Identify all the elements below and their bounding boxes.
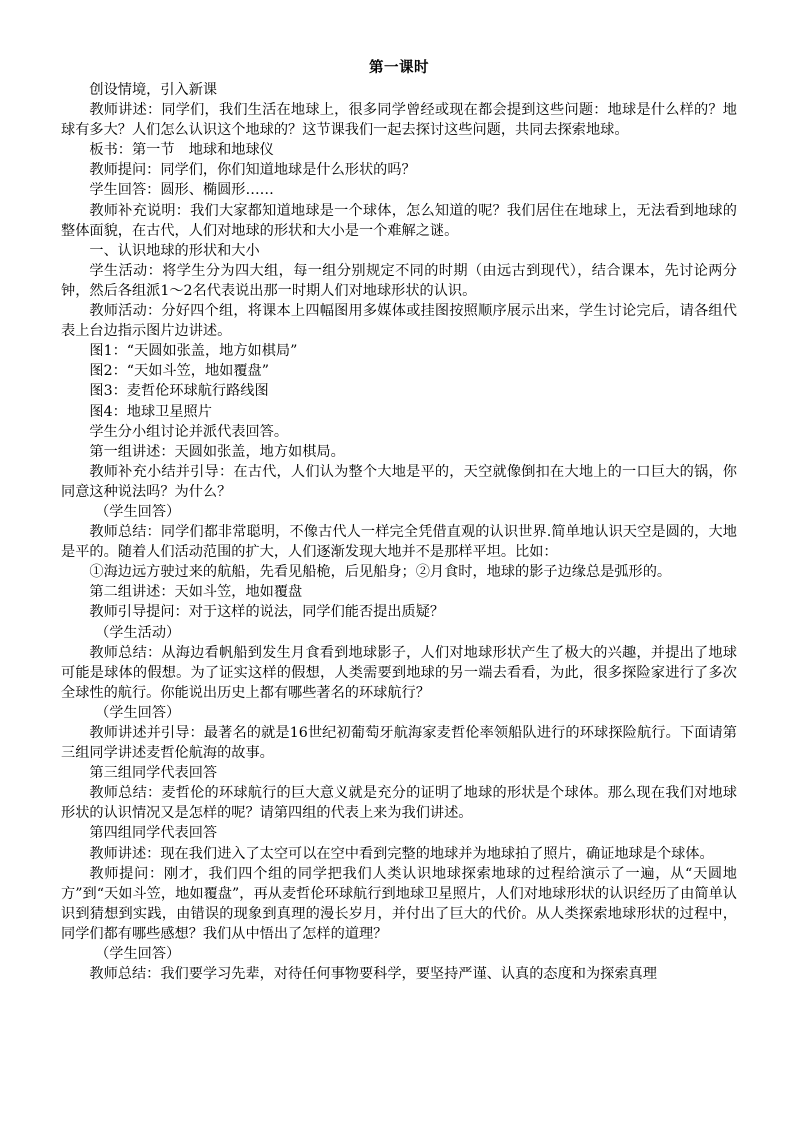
paragraph: 教师总结：麦哲伦的环球航行的巨大意义就是充分的证明了地球的形状是个球体。那么现在我们对地球形状的认识情况又是怎样的呢？请第四组的代表上来为我们讲述。 <box>61 785 737 822</box>
paragraph: 教师讲述：现在我们进入了太空可以在空中看到完整的地球并为地球拍了照片，确证地球是个球体。 <box>89 845 714 862</box>
lesson-title: 第一课时 <box>369 59 429 76</box>
paragraph: 第四组同学代表回答 <box>89 825 218 842</box>
paragraph: 教师补充小结并引导：在古代，人们认为整个大地是平的，天空就像倒扣在大地上的一口巨大的锅，你同意这种说法吗？为什么？ <box>61 463 737 500</box>
paragraph: 第二组讲述：天如斗笠，地如覆盘 <box>89 584 303 601</box>
paragraph: 教师引导提问：对于这样的说法，同学们能否提出质疑？ <box>89 604 445 621</box>
paragraph: 教师总结：从海边看帆船到发生月食看到地球影子，人们对地球形状产生了极大的兴趣，并提出了地球可能是球体的假想。为了证实这样的假想，人类需要到地球的另一端去看看，为此，很多探险家进行了多次全球性的航行。你能说出历史上都有哪些著名的环球航行？ <box>61 644 737 701</box>
student-response-note: （学生回答） <box>95 946 181 963</box>
paragraph: 教师提问：同学们，你们知道地球是什么形状的吗？ <box>89 162 416 179</box>
student-response-note: （学生回答） <box>95 704 181 721</box>
paragraph: ①海边远方驶过来的航船，先看见船桅，后见船身；②月食时，地球的影子边缘总是弧形的。 <box>89 564 672 581</box>
paragraph: 板书：第一节 地球和地球仪 <box>89 142 274 159</box>
document-page <box>61 58 737 984</box>
figure-item: 图2：“天如斗笠，地如覆盘” <box>89 363 269 380</box>
paragraph: 教师总结：我们要学习先辈，对待任何事物要科学，要坚持严谨、认真的态度和为探索真理 <box>89 966 657 983</box>
paragraph: 教师提问：刚才，我们四个组的同学把我们人类认识地球探索地球的过程给演示了一遍，从“天圆地方”到“天如斗笠，地如覆盘”，再从麦哲伦环球航行到地球卫星照片，人们对地球形状的认识经历了由简单认识到猜想到实践，由错误的现象到真理的漫长岁月，并付出了巨大的代价。从人类探索地球形状的过程中，同学们都有哪些感想？我们从中悟出了怎样的道理？ <box>61 865 737 942</box>
paragraph: 创设情境，引入新课 <box>89 82 218 98</box>
paragraph: 第一组讲述：天圆如张盖，地方如棋局。 <box>89 443 345 460</box>
section-heading: 一、认识地球的形状和大小 <box>89 242 260 259</box>
paragraph: 第三组同学代表回答 <box>89 765 218 782</box>
paragraph: 教师补充说明：我们大家都知道地球是一个球体，怎么知道的呢？我们居住在地球上，无法看到地球的整体面貌，在古代，人们对地球的形状和大小是一个难解之谜。 <box>61 202 737 239</box>
paragraph: 学生回答：圆形、椭圆形…… <box>89 182 274 199</box>
student-response-note: （学生回答） <box>95 503 181 520</box>
figure-item: 图1：“天圆如张盖，地方如棋局” <box>89 343 298 360</box>
paragraph: 学生分小组讨论并派代表回答。 <box>89 423 289 440</box>
student-activity-note: （学生活动） <box>95 624 181 641</box>
paragraph: 教师活动：分好四个组，将课本上四幅图用多媒体或挂图按照顺序展示出来，学生讨论完后，请各组代表上台边指示图片边讲述。 <box>61 303 737 340</box>
figure-item: 图4：地球卫星照片 <box>89 403 212 420</box>
paragraph: 教师总结：同学们都非常聪明，不像古代人一样完全凭借直观的认识世界.简单地认识天空是圆的，大地是平的。随着人们活动范围的扩大，人们逐渐发现大地并不是那样平坦。比如： <box>61 524 737 561</box>
figure-item: 图3：麦哲伦环球航行路线图 <box>89 383 269 400</box>
paragraph: 教师讲述并引导：最著名的就是16世纪初葡萄牙航海家麦哲伦率领船队进行的环球探险航行。下面请第三组同学讲述麦哲伦航海的故事。 <box>61 725 737 762</box>
paragraph: 教师讲述：同学们，我们生活在地球上，很多同学曾经或现在都会提到这些问题：地球是什么样的？地球有多大？人们怎么认识这个地球的？这节课我们一起去探讨这些问题，共同去探索地球。 <box>61 102 737 139</box>
paragraph: 学生活动：将学生分为四大组，每一组分别规定不同的时期（由远古到现代），结合课本，先讨论两分钟，然后各组派1～2名代表说出那一时期人们对地球形状的认识。 <box>61 262 737 299</box>
